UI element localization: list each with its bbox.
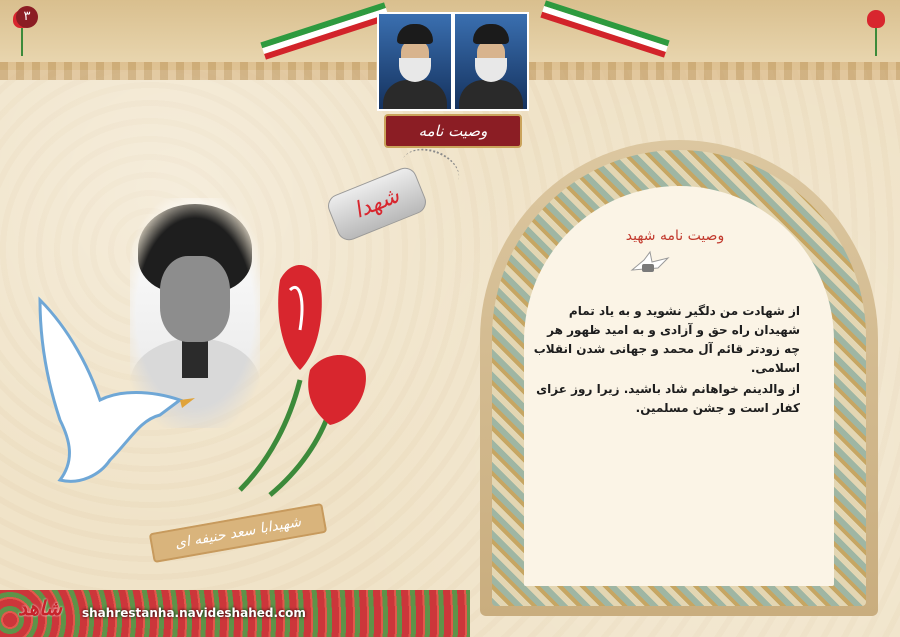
will-paragraph: از شهادت من دلگیر نشوید و به یاد تمام شهیدان راه حق و آزادی و به امید ظهور هر چه زودتر قائم آل محمد و جهانی شدن انقلاب اسلامی. <box>533 304 800 375</box>
dove-icon <box>628 250 672 276</box>
tulips-illustration <box>230 260 380 500</box>
page-number: ۳ <box>16 6 38 28</box>
tulip-icon <box>856 6 896 56</box>
dogtag: شهدا <box>324 164 429 244</box>
leader-portrait <box>377 12 453 111</box>
site-logo[interactable]: شاهد <box>18 596 62 620</box>
will-heading: وصیت نامه شهید <box>625 228 725 244</box>
site-url[interactable]: shahrestanha.navideshahed.com <box>82 606 306 620</box>
will-paragraph: از والدینم خواهانم شاد باشید. زیرا روز عزای کفار است و جشن مسلمین. <box>536 382 800 415</box>
will-text <box>532 302 800 420</box>
dove-icon <box>30 290 200 490</box>
martyr-name: شهیدابا سعد حنیفه ای <box>149 503 328 563</box>
page-title: وصیت نامه <box>384 114 522 148</box>
leader-portrait <box>453 12 529 111</box>
